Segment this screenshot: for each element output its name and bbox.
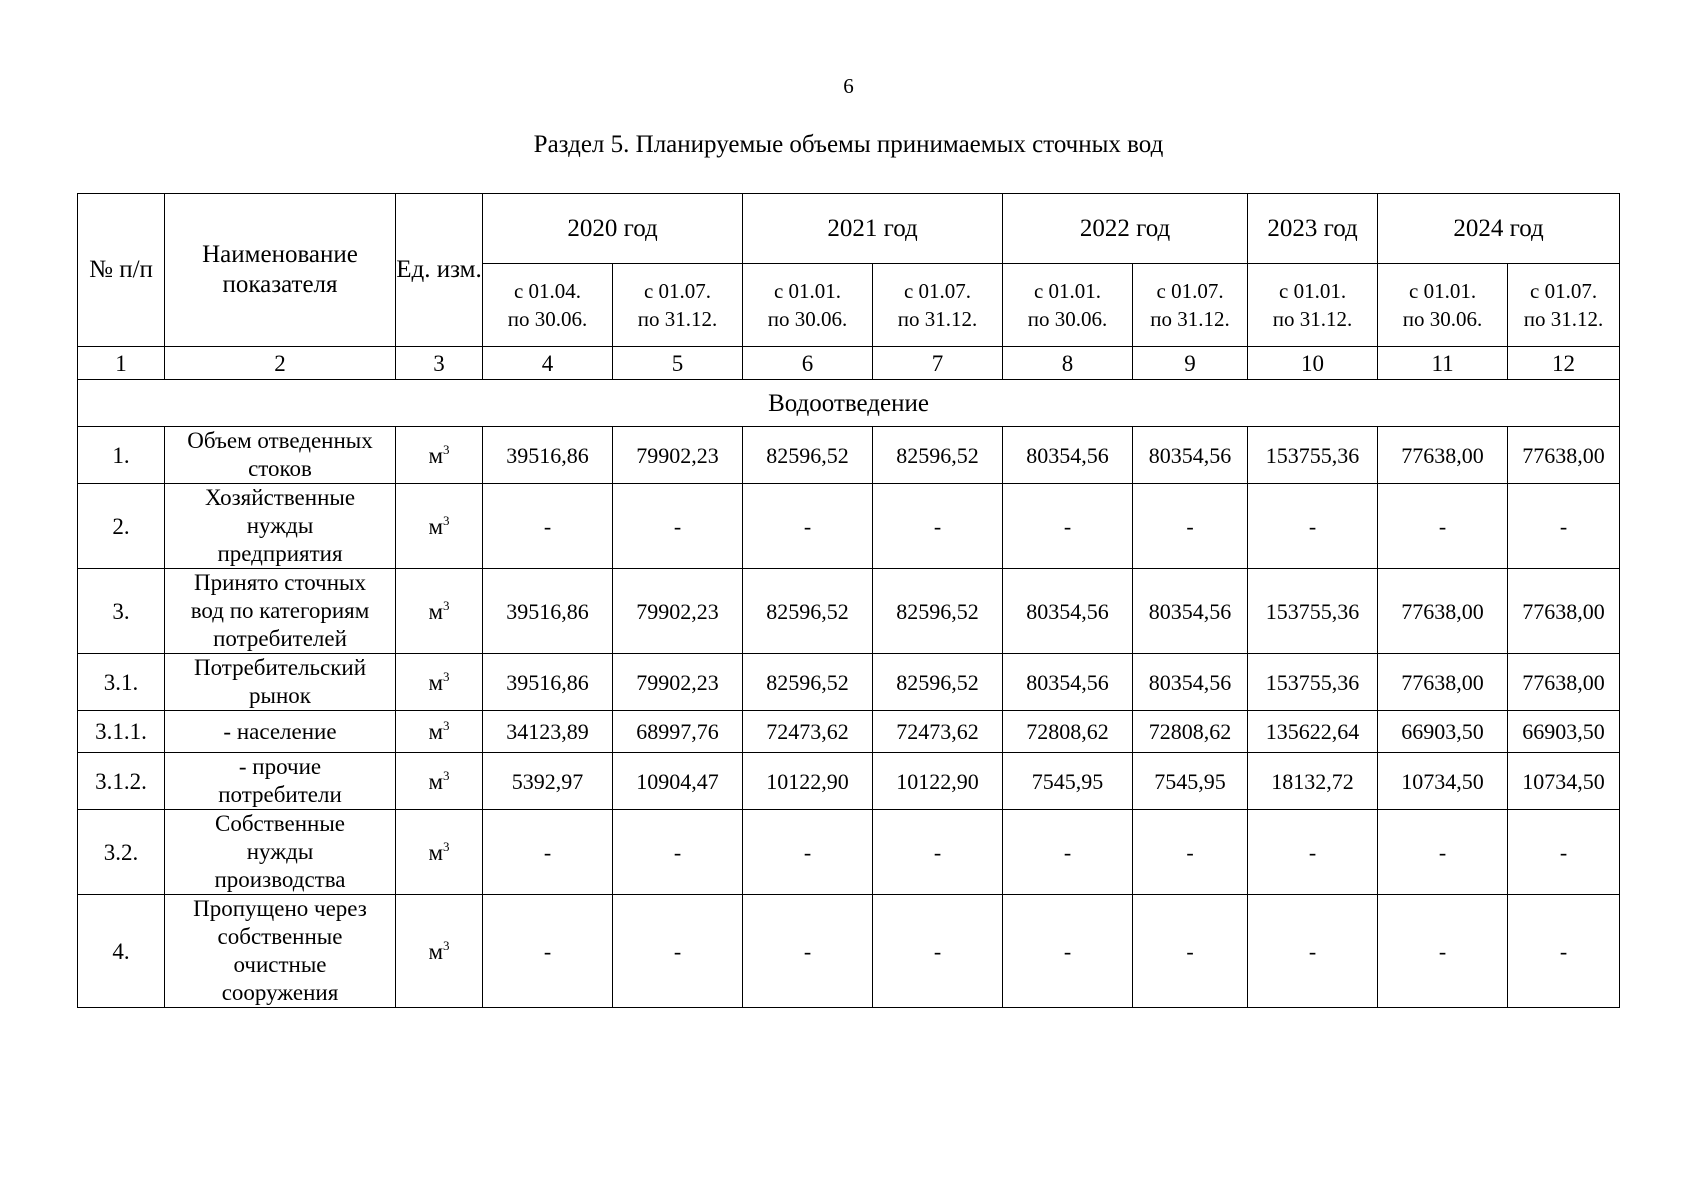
column-number: 1	[78, 347, 165, 380]
value-cell: -	[1508, 810, 1620, 895]
table-row	[78, 753, 1620, 810]
column-number: 11	[1378, 347, 1508, 380]
period-line: с 01.01.	[1409, 279, 1477, 303]
header-year: 2022 год	[1003, 194, 1248, 264]
header-period	[1378, 264, 1508, 347]
name-line: - прочие	[238, 754, 322, 779]
value-cell: 77638,00	[1508, 427, 1620, 484]
indicator-name	[165, 427, 396, 484]
unit-superscript: 3	[443, 597, 450, 613]
value-cell: 72808,62	[1133, 711, 1248, 753]
value-cell: 10904,47	[613, 753, 743, 810]
value-cell: 10122,90	[743, 753, 873, 810]
row-number: 3.1.	[78, 654, 165, 711]
indicator-name	[165, 569, 396, 654]
value-cell: -	[873, 810, 1003, 895]
period-line: с 01.07.	[1156, 279, 1224, 303]
header-unit: Ед. изм.	[396, 194, 483, 347]
name-line: нужды	[246, 513, 314, 538]
header-name: Наименование показателя	[165, 194, 396, 347]
period-line: по 31.12.	[897, 307, 978, 331]
value-cell: -	[743, 484, 873, 569]
value-cell: 77638,00	[1378, 654, 1508, 711]
name-line: вод по категориям	[190, 598, 370, 623]
column-number: 3	[396, 347, 483, 380]
value-cell: 72473,62	[743, 711, 873, 753]
name-line: сооружения	[221, 980, 339, 1005]
value-cell: -	[743, 895, 873, 1008]
indicator-name	[165, 711, 396, 753]
value-cell: -	[1003, 895, 1133, 1008]
value-cell: -	[613, 895, 743, 1008]
header-period	[743, 264, 873, 347]
unit-cell	[396, 753, 483, 810]
value-cell: -	[1378, 810, 1508, 895]
value-cell: 82596,52	[743, 427, 873, 484]
name-line: стоков	[248, 456, 312, 481]
column-number: 10	[1248, 347, 1378, 380]
value-cell: 5392,97	[483, 753, 613, 810]
unit-superscript: 3	[443, 838, 450, 854]
header-period	[613, 264, 743, 347]
name-line: очистные	[233, 952, 327, 977]
header-period	[1508, 264, 1620, 347]
name-line: собственные	[217, 924, 343, 949]
name-line: производства	[214, 867, 346, 892]
value-cell: 7545,95	[1003, 753, 1133, 810]
table-row	[78, 427, 1620, 484]
name-line: потребители	[218, 782, 342, 807]
period-line: по 30.06.	[1402, 307, 1483, 331]
unit-superscript: 3	[443, 441, 450, 457]
name-line: Объем отведенных	[187, 428, 373, 453]
name-line: нужды	[246, 839, 314, 864]
header-year: 2023 год	[1248, 194, 1378, 264]
value-cell: 82596,52	[743, 569, 873, 654]
value-cell: 10734,50	[1508, 753, 1620, 810]
value-cell: -	[1378, 484, 1508, 569]
name-line: предприятия	[217, 541, 343, 566]
unit-cell	[396, 654, 483, 711]
unit-cell	[396, 427, 483, 484]
value-cell: 10122,90	[873, 753, 1003, 810]
value-cell: -	[873, 484, 1003, 569]
unit-superscript: 3	[443, 767, 450, 783]
indicator-name	[165, 895, 396, 1008]
period-line: по 30.06.	[767, 307, 848, 331]
unit-base: м	[428, 442, 444, 468]
period-line: с 01.07.	[903, 279, 972, 303]
value-cell: -	[1378, 895, 1508, 1008]
value-cell: 77638,00	[1378, 569, 1508, 654]
unit-cell	[396, 810, 483, 895]
row-number: 3.1.1.	[78, 711, 165, 753]
value-cell: -	[613, 484, 743, 569]
value-cell: 82596,52	[873, 569, 1003, 654]
name-line: Пропущено через	[193, 896, 367, 921]
unit-superscript: 3	[443, 512, 450, 528]
value-cell: 80354,56	[1133, 427, 1248, 484]
value-cell: 39516,86	[483, 569, 613, 654]
value-cell: 80354,56	[1003, 569, 1133, 654]
row-number: 2.	[78, 484, 165, 569]
value-cell: 79902,23	[613, 569, 743, 654]
column-number: 6	[743, 347, 873, 380]
period-line: по 30.06.	[507, 307, 588, 331]
unit-base: м	[428, 768, 444, 794]
name-line: Хозяйственные	[204, 485, 356, 510]
value-cell: 77638,00	[1508, 569, 1620, 654]
value-cell: 80354,56	[1003, 654, 1133, 711]
name-line: Собственные	[214, 811, 345, 836]
unit-superscript: 3	[443, 937, 450, 953]
value-cell: 66903,50	[1378, 711, 1508, 753]
unit-base: м	[428, 719, 444, 744]
header-no: № п/п	[78, 194, 165, 347]
value-cell: 39516,86	[483, 654, 613, 711]
period-line: с 01.01.	[773, 279, 842, 303]
column-number: 9	[1133, 347, 1248, 380]
period-line: с 01.07.	[643, 279, 712, 303]
value-cell: -	[1133, 484, 1248, 569]
table-row	[78, 810, 1620, 895]
page-number: 6	[843, 74, 854, 98]
value-cell: 153755,36	[1248, 427, 1378, 484]
indicator-name	[165, 654, 396, 711]
section-band: Водоотведение	[78, 380, 1620, 427]
value-cell: -	[1133, 895, 1248, 1008]
row-number: 4.	[78, 895, 165, 1008]
section-title: Раздел 5. Планируемые объемы принимаемых сточных вод	[533, 131, 1164, 158]
row-number: 1.	[78, 427, 165, 484]
column-number: 4	[483, 347, 613, 380]
value-cell: 79902,23	[613, 427, 743, 484]
column-number: 12	[1508, 347, 1620, 380]
period-line: с 01.07.	[1530, 279, 1598, 303]
unit-cell	[396, 711, 483, 753]
value-cell: 135622,64	[1248, 711, 1378, 753]
period-line: по 30.06.	[1027, 307, 1108, 331]
wastewater-volume-table	[77, 193, 1620, 1008]
name-line: Потребительский	[193, 655, 367, 680]
row-number: 3.2.	[78, 810, 165, 895]
value-cell: -	[743, 810, 873, 895]
value-cell: 34123,89	[483, 711, 613, 753]
table-row	[78, 569, 1620, 654]
unit-cell	[396, 569, 483, 654]
period-line: с 01.04.	[513, 279, 582, 303]
value-cell: 82596,52	[873, 654, 1003, 711]
unit-superscript: 3	[443, 718, 450, 733]
value-cell: -	[1248, 895, 1378, 1008]
column-number: 8	[1003, 347, 1133, 380]
table-row	[78, 484, 1620, 569]
value-cell: -	[1133, 810, 1248, 895]
name-line: потребителей	[213, 626, 347, 651]
header-year: 2021 год	[743, 194, 1003, 264]
row-number: 3.1.2.	[78, 753, 165, 810]
value-cell: 72808,62	[1003, 711, 1133, 753]
value-cell: -	[1003, 484, 1133, 569]
unit-cell	[396, 895, 483, 1008]
period-line: по 31.12.	[1523, 307, 1604, 331]
row-number: 3.	[78, 569, 165, 654]
value-cell: 18132,72	[1248, 753, 1378, 810]
table-row	[78, 895, 1620, 1008]
value-cell: -	[873, 895, 1003, 1008]
value-cell: 153755,36	[1248, 654, 1378, 711]
value-cell: 79902,23	[613, 654, 743, 711]
value-cell: 68997,76	[613, 711, 743, 753]
value-cell: -	[483, 810, 613, 895]
header-period	[1003, 264, 1133, 347]
value-cell: -	[1508, 484, 1620, 569]
value-cell: 80354,56	[1003, 427, 1133, 484]
indicator-name	[165, 810, 396, 895]
period-line: с 01.01.	[1033, 279, 1102, 303]
value-cell: 153755,36	[1248, 569, 1378, 654]
value-cell: -	[483, 484, 613, 569]
header-year: 2020 год	[483, 194, 743, 264]
name-line: - население	[223, 718, 337, 744]
value-cell: -	[1248, 810, 1378, 895]
table-row	[78, 654, 1620, 711]
header-period	[1248, 264, 1378, 347]
value-cell: 77638,00	[1508, 654, 1620, 711]
header-period	[1133, 264, 1248, 347]
unit-superscript: 3	[443, 668, 450, 684]
column-number: 5	[613, 347, 743, 380]
table-row	[78, 711, 1620, 753]
period-line: по 31.12.	[637, 307, 718, 331]
value-cell: -	[1508, 895, 1620, 1008]
unit-base: м	[428, 938, 444, 964]
name-line: Принято сточных	[194, 570, 366, 595]
value-cell: 10734,50	[1378, 753, 1508, 810]
value-cell: -	[483, 895, 613, 1008]
unit-base: м	[428, 513, 444, 539]
value-cell: 7545,95	[1133, 753, 1248, 810]
indicator-name	[165, 484, 396, 569]
value-cell: -	[1248, 484, 1378, 569]
value-cell: 77638,00	[1378, 427, 1508, 484]
period-line: с 01.01.	[1279, 279, 1347, 303]
value-cell: 80354,56	[1133, 569, 1248, 654]
header-period	[873, 264, 1003, 347]
unit-base: м	[428, 669, 444, 695]
name-line: рынок	[249, 683, 311, 708]
period-line: по 31.12.	[1150, 307, 1230, 331]
indicator-name	[165, 753, 396, 810]
value-cell: -	[613, 810, 743, 895]
period-line: по 31.12.	[1272, 307, 1353, 331]
value-cell: 72473,62	[873, 711, 1003, 753]
value-cell: 82596,52	[873, 427, 1003, 484]
unit-base: м	[428, 598, 444, 624]
value-cell: 39516,86	[483, 427, 613, 484]
value-cell: 82596,52	[743, 654, 873, 711]
value-cell: 80354,56	[1133, 654, 1248, 711]
unit-cell	[396, 484, 483, 569]
column-number: 2	[165, 347, 396, 380]
header-year: 2024 год	[1378, 194, 1620, 264]
value-cell: -	[1003, 810, 1133, 895]
header-period	[483, 264, 613, 347]
value-cell: 66903,50	[1508, 711, 1620, 753]
column-number: 7	[873, 347, 1003, 380]
unit-base: м	[428, 839, 444, 865]
